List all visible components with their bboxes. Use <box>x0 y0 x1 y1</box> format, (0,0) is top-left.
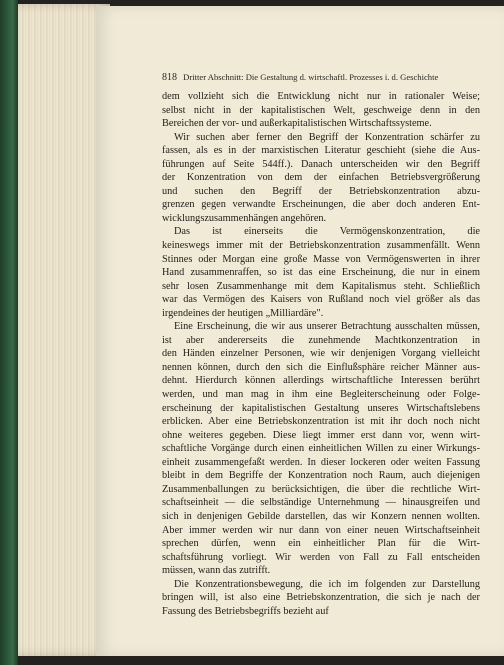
page-number: 818 <box>162 72 177 83</box>
text-line: einheit zusammengefaßt werden. In dieser lockeren oder weiten Fassung <box>162 456 480 468</box>
text-line: erscheinung der kapitalistischen Gestaltung unseres Wirtschaftslebens <box>162 402 480 414</box>
text-line: schaftsführung vorliegt. Wir werden von Fall zu Fall entscheiden <box>162 551 480 563</box>
text-line: wicklungszusammenhängen angehören. <box>162 212 327 224</box>
text-line: bleibt in dem Begriffe der Konzentration noch Raum, auch diejenigen <box>162 470 480 482</box>
text-line: und suchen den Begriff der Betriebskonzentration abzu- <box>162 185 480 197</box>
text-line: war das Vermögen des Kaisers von Rußland noch viel größer als das <box>162 294 480 306</box>
text-line: Aber immer werden wir nur dann von einer neuen Wirtschaftseinheit <box>162 524 480 536</box>
text-line: müssen, wann das zutrifft. <box>162 565 271 577</box>
text-line: schaftliche Vorgänge durch einen einheitlichen Willen zu einer Wirkungs- <box>162 443 480 455</box>
text-line: ohne weiteres gegeben. Diese liegt immer erst dann vor, wenn wirt- <box>162 429 480 441</box>
text-line: der Konzentration von dem der einfachen Betriebsvergrößerung <box>162 172 480 184</box>
text-line: Das ist einerseits die Vermögenskonzentration, die <box>174 226 480 238</box>
text-line: bringen will, ist also eine Betriebskonzentration, die sich je nach der <box>162 592 480 604</box>
text-line: fassen, als es in der marxistischen Literatur geschieht (siehe die Aus- <box>162 145 480 157</box>
text-line: erblicken. Aber eine Betriebskonzentration ist mit ihr doch noch nicht <box>162 416 480 428</box>
text-line: Hand zusammenraffen, so ist das eine Erscheinung, die nur in einem <box>162 267 480 279</box>
text-line: Fassung des Betriebsbegriffs bezieht auf <box>162 605 329 617</box>
text-line: schaftseinheit — die selbständige Unternehmung — hinausgreifen und <box>162 497 480 509</box>
book-cover-edge <box>0 0 18 665</box>
text-line: Stinnes oder Morgan eine große Masse von Vermögenswerten in ihrer <box>162 253 480 265</box>
text-line: ist aber andererseits die zunehmende Machtkonzentration in <box>162 334 480 346</box>
text-line: Zusammenballungen zu berücksichtigen, die über die rechtliche Wirt- <box>162 483 480 495</box>
text-line: keineswegs immer mit der Betriebskonzentration zusammenfällt. Wenn <box>162 240 480 252</box>
running-head <box>162 72 482 83</box>
text-line: Wir suchen aber ferner den Begriff der Konzentration schärfer zu <box>174 131 480 143</box>
text-line: dehnt. Hierdurch können allerdings wirtschaftliche Interessen berührt <box>162 375 480 387</box>
text-line: Die Konzentrationsbewegung, die ich im folgenden zur Darstellung <box>174 578 480 590</box>
text-line: irgendeines der heutigen „Milliardäre". <box>162 307 324 319</box>
text-line: Eine Erscheinung, die wir aus unserer Betrachtung ausschalten müssen, <box>174 321 480 333</box>
body-text <box>162 90 480 618</box>
text-line: führungen auf Seite 544ff.). Danach unterscheiden wir den Begriff <box>162 158 480 170</box>
running-head-title: Dritter Abschnitt: Die Gestaltung d. wirtschaftl. Prozesses i. d. Geschichte <box>183 72 439 82</box>
text-line: sehr losen Zusammenhange mit dem Kapitalismus steht. Schließlich <box>162 280 480 292</box>
text-line: Bereichen der vor- und außerkapitalistischen Wirtschaftssysteme. <box>162 118 432 130</box>
text-line: sich in denjenigen Gebilde darstellen, das wir Konzern nennen wollten. <box>162 510 480 522</box>
text-line: dem vollzieht sich die Entwicklung nicht nur in rationaler Weise; <box>162 91 480 102</box>
text-line: sprechen dürfen, wenn ein einheitlicher Plan für die Wirt- <box>162 538 480 550</box>
text-line: grenzen gegen verwandte Erscheinungen, die aber doch anderen Ent- <box>162 199 480 211</box>
text-line: nennen können, durch den sich die Einflußsphäre reicher Männer aus- <box>162 361 480 373</box>
text-line: den Händen einzelner Personen, wie wir denjenigen Vorgang vielleicht <box>162 348 480 360</box>
text-line: werden, und man mag in ihm eine Begleiterscheinung oder Folge- <box>162 389 480 401</box>
text-line: selbst nicht in der kapitalistischen Welt, geschweige denn in den <box>162 104 480 116</box>
